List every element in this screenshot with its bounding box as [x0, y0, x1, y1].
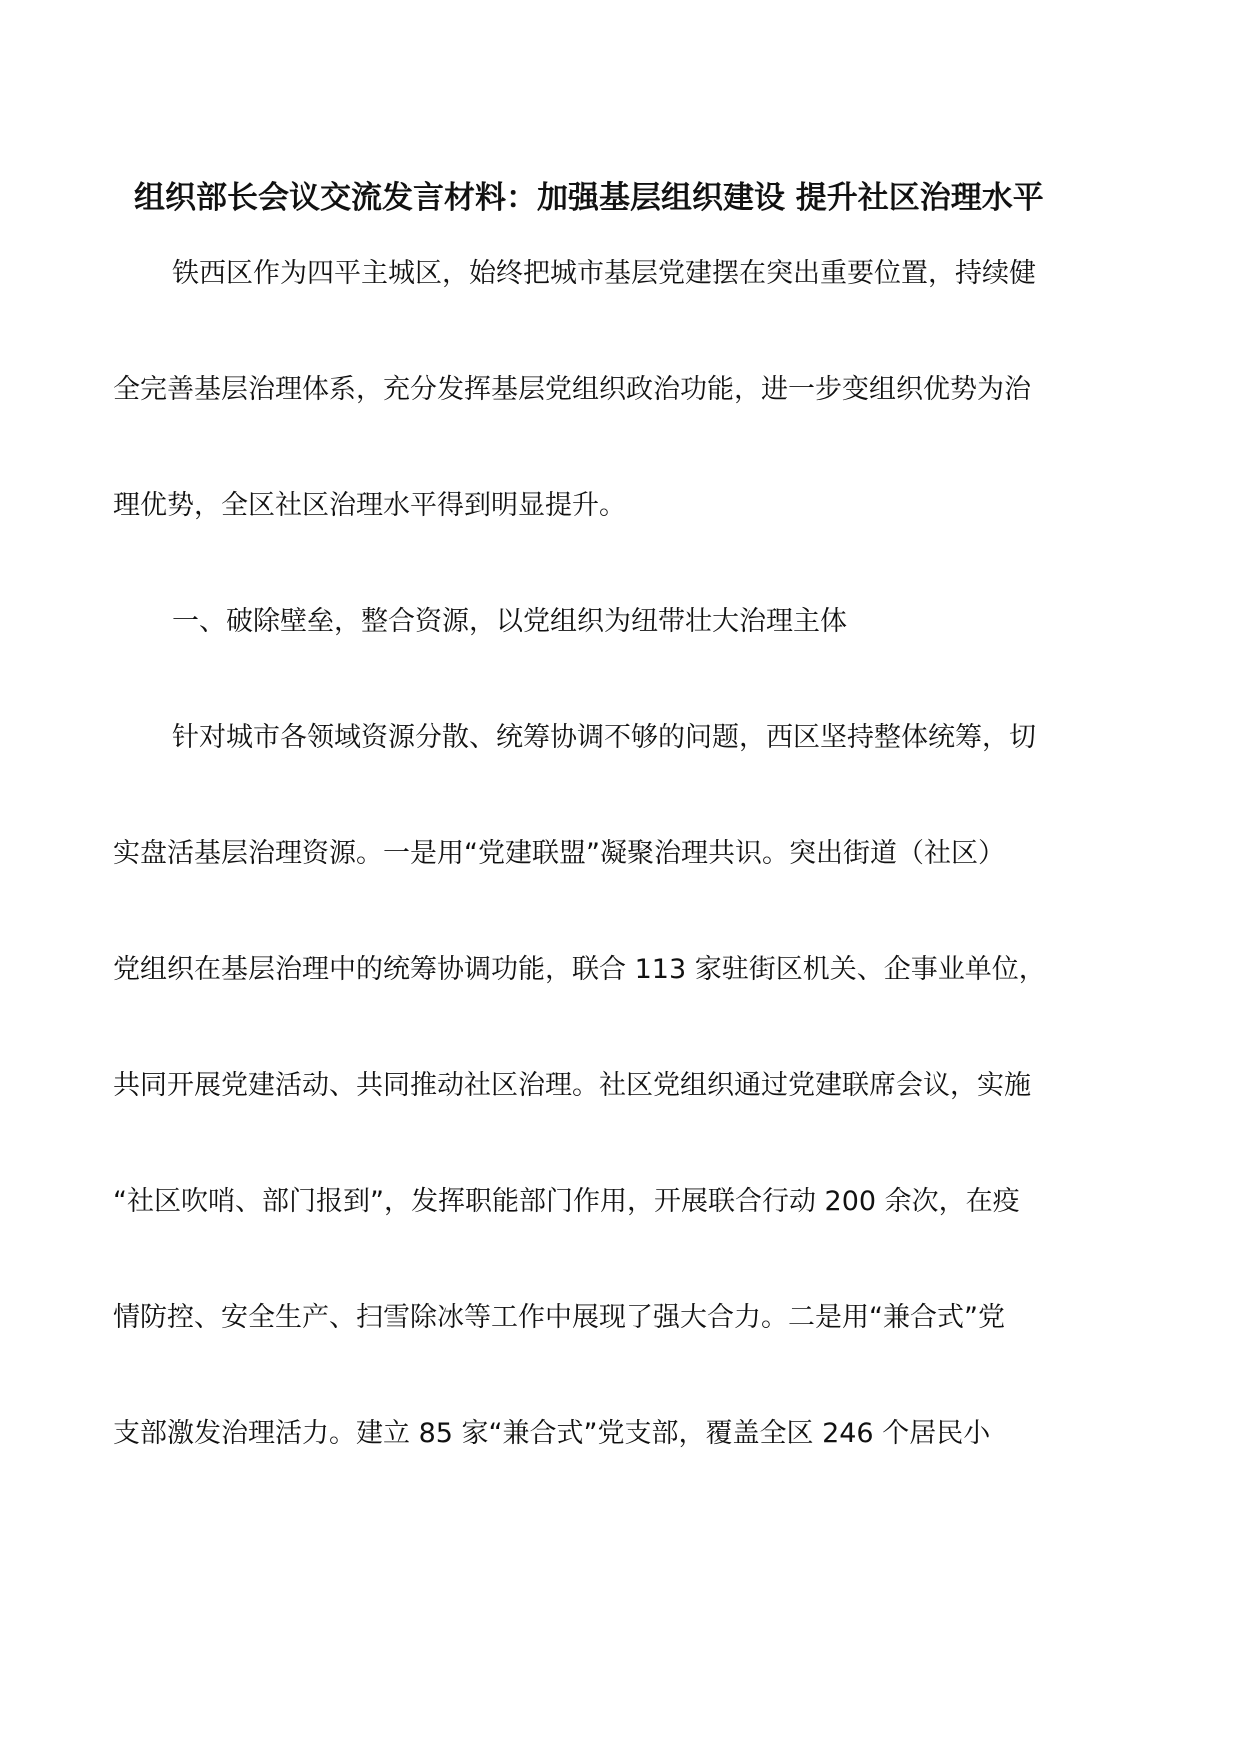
paragraph-line-3: 理优势，全区社区治理水平得到明显提升。 [113, 490, 626, 521]
section-heading-1: 一、破除壁垒，整合资源，以党组织为纽带壮大治理主体 [172, 606, 847, 637]
paragraph-line-7: 共同开展党建活动、共同推动社区治理。社区党组织通过党建联席会议，实施 [113, 1070, 1031, 1101]
paragraph-line-1: 铁西区作为四平主城区，始终把城市基层党建摆在突出重要位置，持续健 [172, 258, 1036, 289]
paragraph-line-6: 党组织在基层治理中的统筹协调功能，联合 113 家驻街区机关、企事业单位， [113, 954, 1046, 985]
paragraph-line-4: 针对城市各领域资源分散、统筹协调不够的问题，西区坚持整体统筹，切 [172, 722, 1036, 753]
paragraph-line-2: 全完善基层治理体系，充分发挥基层党组织政治功能，进一步变组织优势为治 [113, 374, 1031, 405]
paragraph-line-10: 支部激发治理活力。建立 85 家“兼合式”党支部，覆盖全区 246 个居民小 [113, 1418, 991, 1449]
paragraph-line-8: “社区吹哨、部门报到”，发挥职能部门作用，开展联合行动 200 余次，在疫 [113, 1186, 1020, 1217]
paragraph-line-5: 实盘活基层治理资源。一是用“党建联盟”凝聚治理共识。突出街道（社区） [113, 838, 1005, 869]
document-title: 组织部长会议交流发言材料：加强基层组织建设 提升社区治理水平 [134, 180, 1044, 216]
paragraph-line-9: 情防控、安全生产、扫雪除冰等工作中展现了强大合力。二是用“兼合式”党 [113, 1302, 1005, 1333]
